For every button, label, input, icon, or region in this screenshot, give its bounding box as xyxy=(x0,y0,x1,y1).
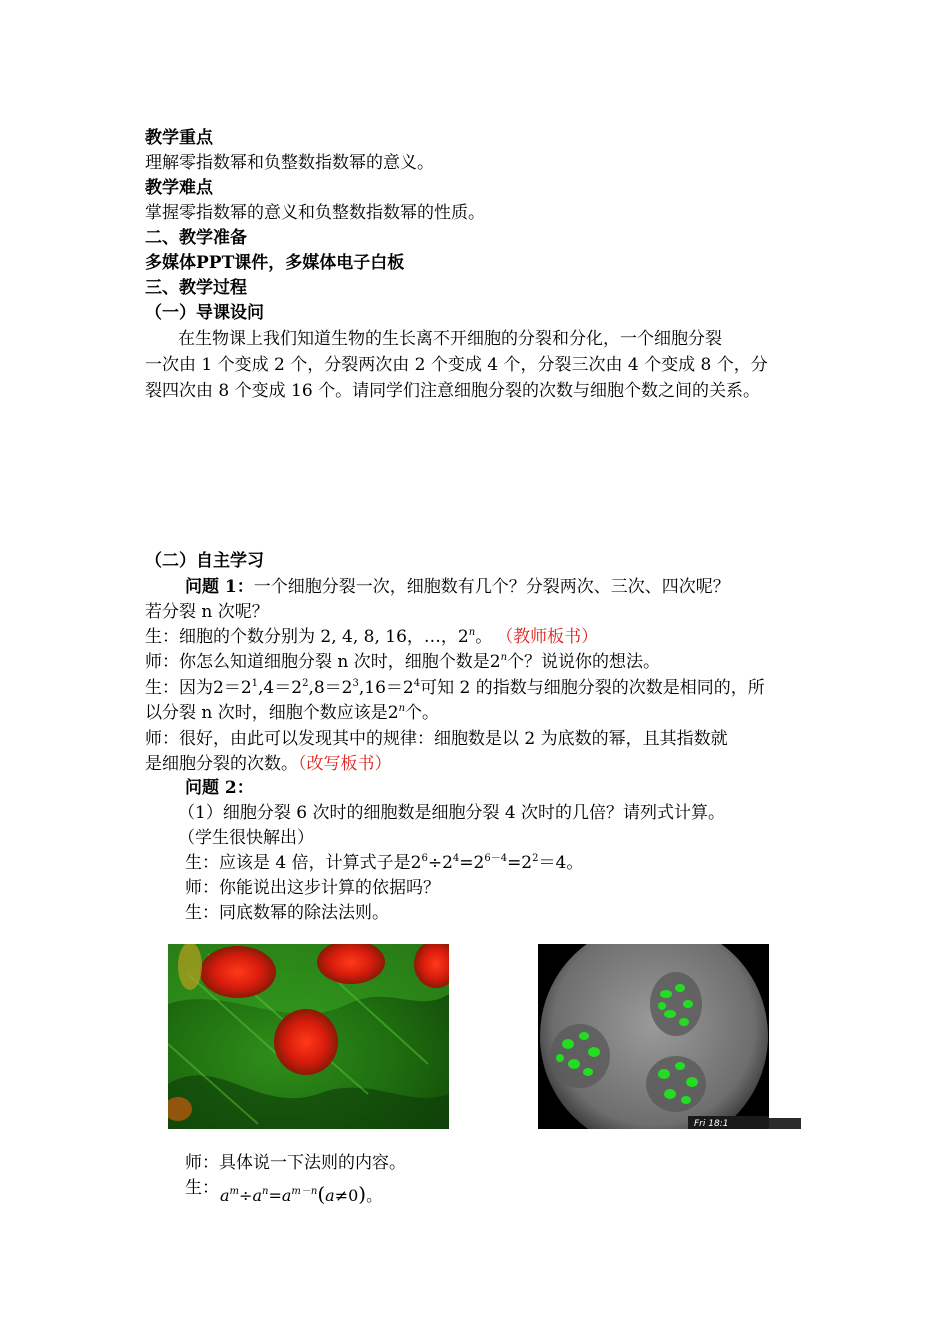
answer-1-text: 生：细胞的个数分别为 2, 4, 8, 16，…，2 xyxy=(145,627,469,647)
teacher-question-1 xyxy=(145,650,660,675)
reason-d: ,16＝2 xyxy=(358,678,414,698)
question-1-text: 一个细胞分裂一次，细胞数有几个？分裂两次、三次、四次呢？ xyxy=(253,577,730,597)
reason-exp-3: 3 xyxy=(352,678,359,689)
cell-image-left-svg xyxy=(168,944,449,1129)
teacher-question-3: 师：具体说一下法则的内容。 xyxy=(185,1153,406,1173)
formula-exp-m: m xyxy=(229,1186,240,1197)
teacher-question-1-exponent: n xyxy=(500,652,508,663)
student-answer-1 xyxy=(145,625,598,650)
answer-2-d: =2 xyxy=(507,853,533,873)
formula-exp-m-n: m－n xyxy=(291,1186,318,1197)
formula-base-a: a xyxy=(220,1186,230,1205)
answer-2-a: 生：应该是 4 倍，计算式子是2 xyxy=(185,853,422,873)
answer-2-exp-3: 6－4 xyxy=(484,853,508,864)
intro-paragraph-line-2: 一次由 1 个变成 2 个，分裂两次由 2 个变成 4 个，分裂三次由 4 个变成 8 个，分 xyxy=(145,355,768,375)
reason-e: 可知 2 的指数与细胞分裂的次数是相同的，所 xyxy=(420,678,765,698)
answer-2-exp-4: 2 xyxy=(532,853,539,864)
focus-text: 理解零指数幂和负整数指数幂的意义。 xyxy=(145,153,434,173)
question-2-part-1: （1）细胞分裂 6 次时的细胞数是细胞分裂 4 次时的几倍？请列式计算。 xyxy=(178,803,726,823)
cell-division-image-left xyxy=(168,944,449,1129)
intro-paragraph-line-1: 在生物课上我们知道生物的生长离不开细胞的分裂和分化，一个细胞分裂 xyxy=(178,329,722,349)
question-1-continued: 若分裂 n 次呢？ xyxy=(145,602,269,622)
answer-2-b: ÷2 xyxy=(427,853,453,873)
formula-paren-close: ) xyxy=(358,1182,367,1206)
question-2-label: 问题 2： xyxy=(185,778,254,798)
student-reason-line-2 xyxy=(145,701,439,726)
answer-2-c: =2 xyxy=(459,853,485,873)
formula-divide: ÷ xyxy=(239,1186,253,1205)
question-1-label: 问题 1： xyxy=(185,577,254,597)
answer-2-e: ＝4。 xyxy=(538,853,584,873)
cell-image-right-svg xyxy=(538,944,769,1129)
formula-period: 。 xyxy=(366,1186,383,1205)
heading-teaching-preparation: 二、教学准备 xyxy=(145,228,247,248)
student-answer-4-label: 生： xyxy=(185,1178,219,1198)
heading-teaching-focus: 教学重点 xyxy=(145,128,213,148)
cell-division-image-right xyxy=(538,944,769,1129)
formula-base-a-3: a xyxy=(281,1186,292,1205)
difficulty-text: 掌握零指数幂的意义和负整数指数幂的性质。 xyxy=(145,203,485,223)
question-2-note: （学生很快解出） xyxy=(178,828,314,848)
reason-exp-4: 4 xyxy=(413,678,421,689)
answer-2-exp-2: 4 xyxy=(452,853,460,864)
reason2-b: 个。 xyxy=(405,703,440,723)
teacher-note-2: （改写板书） xyxy=(298,754,392,774)
reason2-a: 以分裂 n 次时，细胞个数应该是2 xyxy=(145,703,399,723)
reason-c: ,8＝2 xyxy=(308,678,353,698)
teacher-question-1-a: 师：你怎么知道细胞分裂 n 次时，细胞个数是2 xyxy=(145,652,501,672)
heading-intro: （一）导课设问 xyxy=(145,303,264,323)
image-timestamp: Fri 18:1 xyxy=(694,1119,729,1129)
formula-condition-a: a xyxy=(325,1186,335,1205)
answer-1-exponent: n xyxy=(468,627,476,638)
formula-condition: ≠0 xyxy=(334,1186,359,1205)
reason-exp-2: 2 xyxy=(302,678,309,689)
reason-b: ,4＝2 xyxy=(258,678,303,698)
heading-teaching-difficulty: 教学难点 xyxy=(145,178,213,198)
heading-self-study: （二）自主学习 xyxy=(145,551,264,571)
heading-teaching-process: 三、教学过程 xyxy=(145,278,247,298)
answer-2-exp-1: 6 xyxy=(421,853,428,864)
formula-equals: = xyxy=(268,1186,282,1205)
formula-base-a-2: a xyxy=(252,1186,262,1205)
formula-exp-n: n xyxy=(261,1186,269,1197)
teacher-comment-line-1: 师：很好，由此可以发现其中的规律：细胞数是以 2 为底数的幂，且其指数就 xyxy=(145,729,728,749)
preparation-text: 多媒体PPT课件，多媒体电子白板 xyxy=(145,253,405,273)
formula-paren-open: ( xyxy=(317,1182,326,1206)
teacher-comment-text: 是细胞分裂的次数。 xyxy=(145,754,298,774)
teacher-note-1: （教师板书） xyxy=(496,627,599,647)
reason2-exponent: n xyxy=(398,703,406,714)
teacher-question-2: 师：你能说出这步计算的依据吗？ xyxy=(185,878,440,898)
student-answer-3: 生：同底数幂的除法法则。 xyxy=(185,903,389,923)
reason-a: 生：因为2＝2 xyxy=(145,678,252,698)
student-answer-2 xyxy=(185,851,583,876)
answer-1-end: 。 xyxy=(475,627,493,647)
reason-exp-1: 1 xyxy=(251,678,259,689)
intro-paragraph-line-3: 裂四次由 8 个变成 16 个。请同学们注意细胞分裂的次数与细胞个数之间的关系。 xyxy=(145,381,761,401)
question-1 xyxy=(185,575,730,600)
image-caption-strip xyxy=(769,1118,801,1129)
teacher-question-1-b: 个？说说你的想法。 xyxy=(507,652,661,672)
division-law-formula xyxy=(220,1183,382,1207)
student-reason-line-1 xyxy=(145,676,765,701)
teacher-comment-line-2 xyxy=(145,752,392,777)
